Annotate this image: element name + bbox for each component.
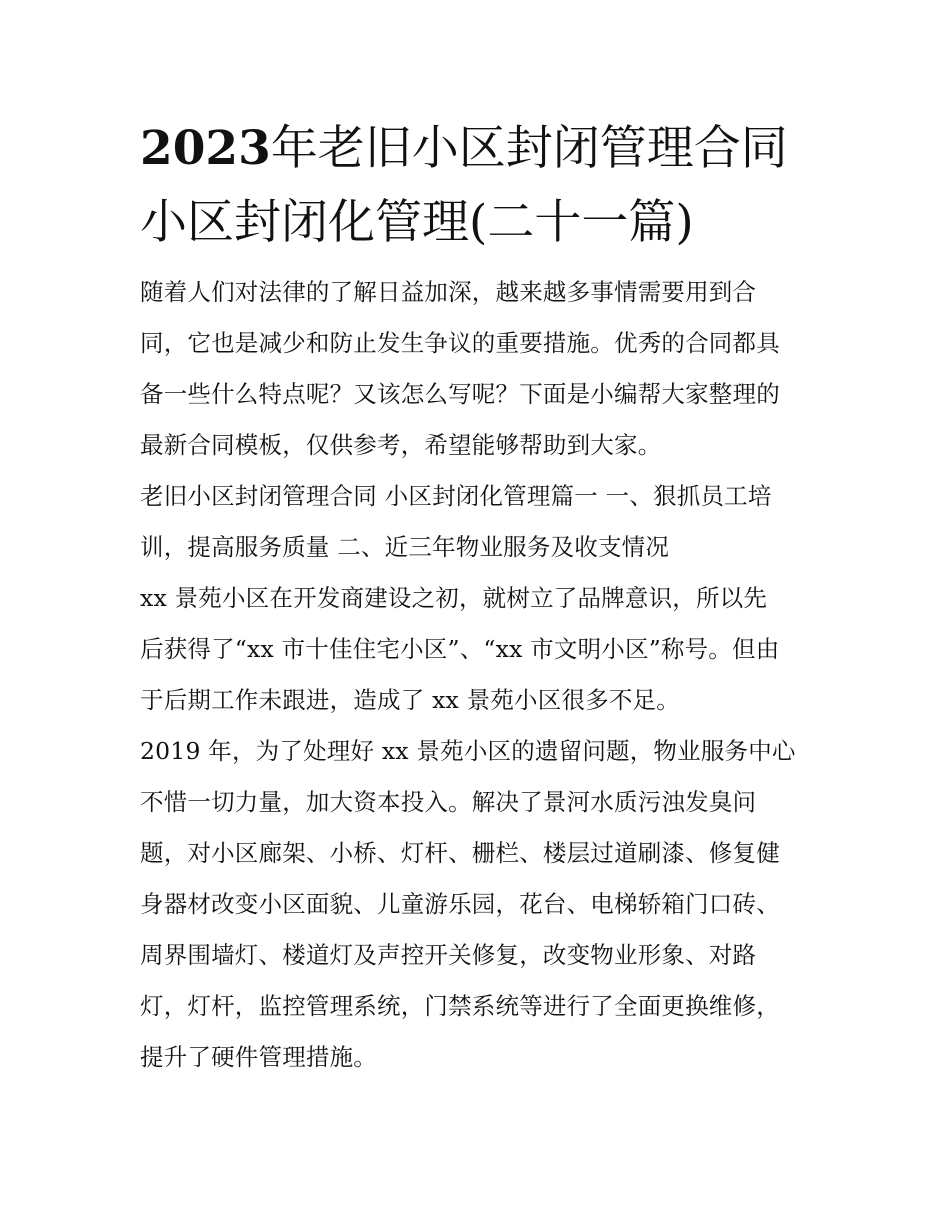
paragraph-line: 灯，灯杆，监控管理系统，门禁系统等进行了全面更换维修， — [140, 992, 780, 1020]
paragraph-brand — [140, 573, 815, 726]
document-title — [140, 112, 815, 260]
paragraph-2019 — [140, 726, 815, 1083]
paragraph-line: 2019 年，为了处理好 xx 景苑小区的遗留问题，物业服务中心 — [140, 737, 796, 765]
paragraph-line: 同，它也是减少和防止发生争议的重要措施。优秀的合同都具 — [140, 329, 780, 357]
title-line-2: 小区封闭化管理(二十一篇) — [140, 195, 694, 250]
title-line-1 — [140, 112, 815, 186]
paragraph-line: 老旧小区封闭管理合同 小区封闭化管理篇一 一、狠抓员工培 — [140, 482, 772, 510]
paragraph-line: 不惜一切力量，加大资本投入。解决了景河水质污浊发臭问 — [140, 788, 757, 816]
paragraph-section-heading — [140, 471, 815, 573]
document-page — [140, 112, 815, 1083]
title-line-1-text: 年老旧小区封闭管理合同 — [270, 121, 788, 176]
paragraph-line: 后获得了“xx 市十佳住宅小区”、“xx 市文明小区”称号。但由 — [140, 635, 780, 663]
paragraph-line: xx 景苑小区在开发商建设之初，就树立了品牌意识，所以先 — [140, 584, 768, 612]
title-year: 2023 — [140, 121, 271, 176]
paragraph-line: 于后期工作未跟进，造成了 xx 景苑小区很多不足。 — [140, 686, 680, 714]
paragraph-line: 备一些什么特点呢？又该怎么写呢？下面是小编帮大家整理的 — [140, 380, 780, 408]
paragraph-line: 训，提高服务质量 二、近三年物业服务及收支情况 — [140, 533, 670, 561]
paragraph-line: 身器材改变小区面貌、儿童游乐园，花台、电梯轿箱门口砖、 — [140, 890, 780, 918]
paragraph-line: 随着人们对法律的了解日益加深，越来越多事情需要用到合 — [140, 278, 757, 306]
paragraph-line: 最新合同模板，仅供参考，希望能够帮助到大家。 — [140, 431, 662, 459]
paragraph-line: 周界围墙灯、楼道灯及声控开关修复，改变物业形象、对路 — [140, 941, 757, 969]
paragraph-intro — [140, 267, 815, 471]
paragraph-line: 提升了硬件管理措施。 — [140, 1043, 377, 1071]
document-body — [140, 267, 815, 1083]
paragraph-line: 题，对小区廊架、小桥、灯杆、栅栏、楼层过道刷漆、修复健 — [140, 839, 780, 867]
